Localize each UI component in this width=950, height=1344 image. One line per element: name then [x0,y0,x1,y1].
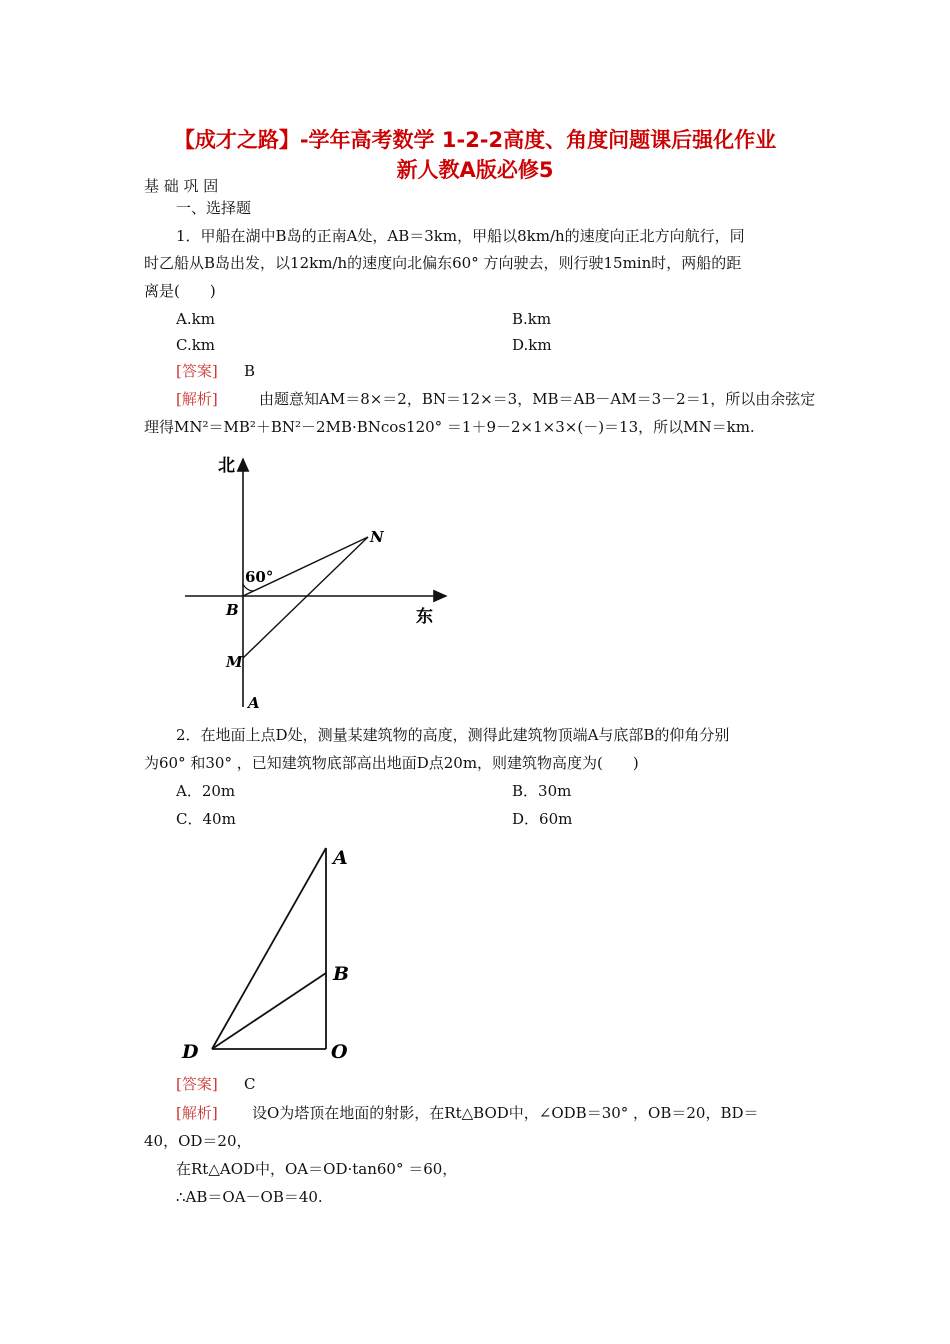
point-d-label: D [182,1041,199,1063]
q2-option-b: B．30m [512,782,572,800]
point-n-label: N [370,528,384,546]
segment-bn [243,537,368,596]
q2-option-d: D．60m [512,810,573,828]
q1-answer-tag: [答案] [176,362,218,380]
q2-answer: C [244,1075,256,1093]
q2-analysis-line1: 设O为塔顶在地面的射影，在Rt△BOD中，∠ODB＝30° ，OB＝20，BD＝ [252,1104,759,1122]
q1-option-b: B.km [512,310,552,328]
q1-option-d: D.km [512,336,552,354]
q1-stem-line2: 时乙船从B岛出发，以12km/h的速度向北偏东60° 方向驶去，则行驶15min时，两船的距 [144,254,742,272]
q1-option-a: A.km [176,310,215,328]
q2-analysis-line4: ∴AB＝OA－OB＝40. [176,1188,323,1206]
segment-mn [243,537,368,658]
document-title-line1: 【成才之路】-学年高考数学 1-2-2高度、角度问题课后强化作业 [173,128,777,152]
point-o-label: O [331,1041,348,1063]
q1-answer: B [244,362,256,380]
segment-db [212,973,326,1049]
point-m-label: M [226,653,243,671]
document-title-line2: 新人教A版必修5 [396,158,554,182]
point-a-label: A [248,694,260,712]
point-a-label: A [333,847,348,869]
east-label: 东 [416,607,433,627]
q2-figure [178,840,378,1070]
section-heading: 基 础 巩 固 [144,177,219,195]
subsection-heading: 一、选择题 [176,199,252,217]
angle-label: 60° [245,568,274,586]
north-label: 北 [218,456,235,476]
q2-stem-line2: 为60° 和30° ，已知建筑物底部高出地面D点20m，则建筑物高度为( ) [144,754,639,772]
q2-analysis-line3: 在Rt△AOD中，OA＝OD·tan60° ＝60， [176,1160,458,1178]
q1-analysis-line2: 理得MN²＝MB²＋BN²－2MB·BNcos120° ＝1＋9－2×1×3×(－)＝13，所以MN＝km. [144,418,755,436]
point-b-label: B [333,963,350,985]
q1-option-c: C.km [176,336,216,354]
q1-figure [170,445,460,715]
q1-stem-line3: 离是( ) [144,282,216,300]
q2-answer-tag: [答案] [176,1075,218,1093]
point-b-label: B [226,601,239,619]
q2-analysis-line2: 40，OD＝20， [144,1132,252,1150]
q2-option-c: C．40m [176,810,236,828]
q2-option-a: A．20m [176,782,236,800]
q1-analysis-line1: 由题意知AM＝8×＝2，BN＝12×＝3，MB＝AB－AM＝3－2＝1，所以由余弦定 [259,390,816,408]
q2-stem-line1: 2．在地面上点D处，测量某建筑物的高度，测得此建筑物顶端A与底部B的仰角分别 [176,726,730,744]
q1-stem-line1: 1．甲船在湖中B岛的正南A处，AB＝3km，甲船以8km/h的速度向正北方向航行，同 [176,227,745,245]
q1-analysis-tag: [解析] [176,390,218,408]
q2-analysis-tag: [解析] [176,1104,218,1122]
segment-da [212,848,326,1049]
